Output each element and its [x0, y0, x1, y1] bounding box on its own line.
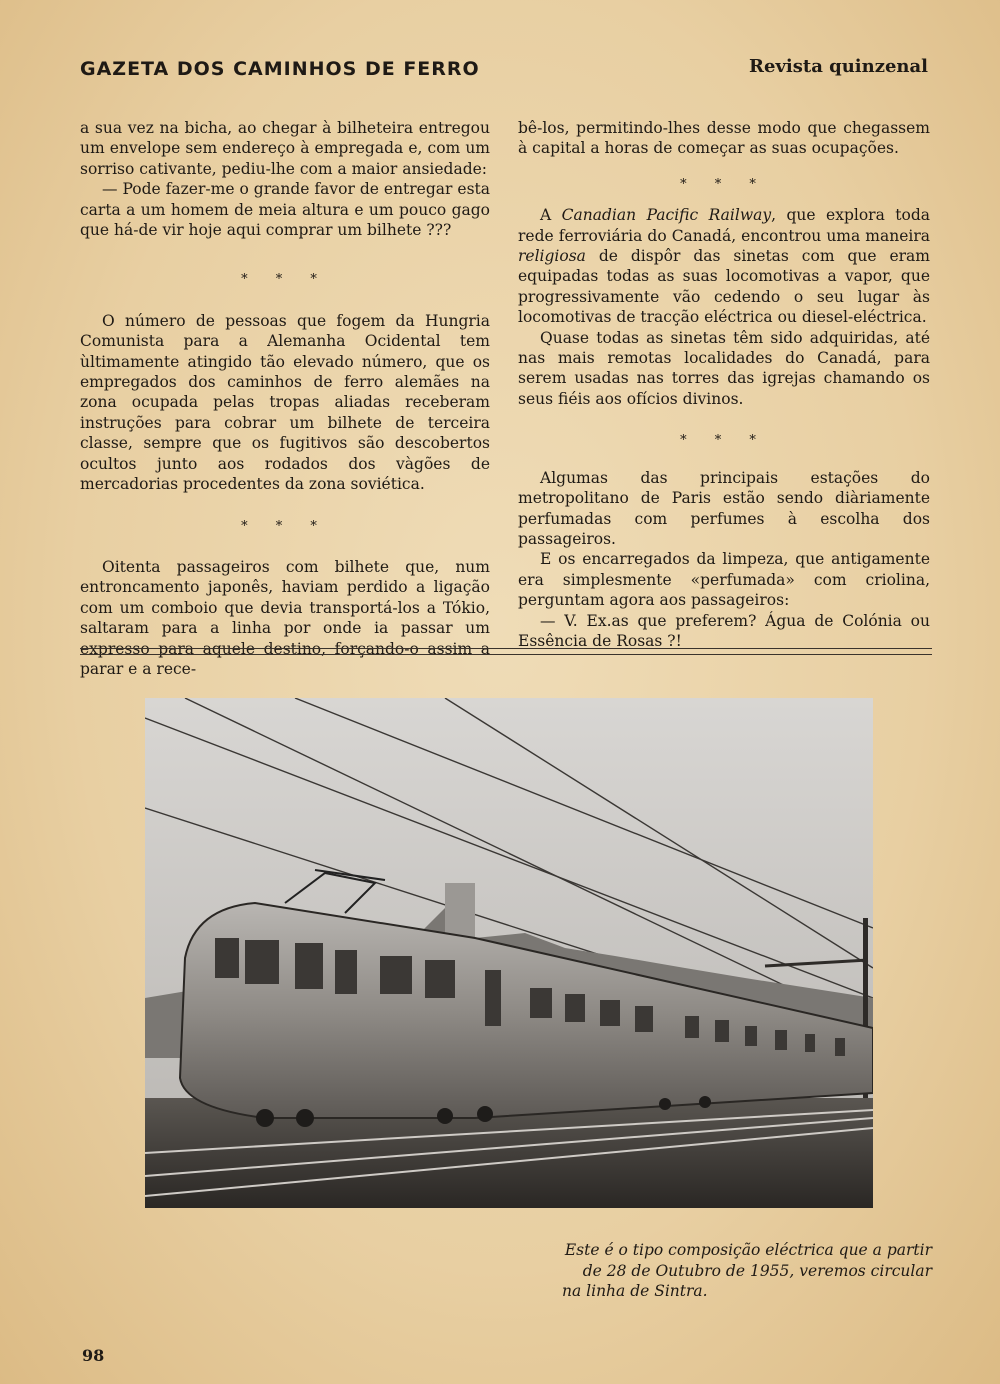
- paragraph: E os encarregados da limpeza, que antigamente era simplesmente «perfumada» com criolina, perguntam agora aos passageiros:: [518, 550, 930, 610]
- photo-caption: [516, 1240, 932, 1302]
- electric-train-photo: [145, 698, 873, 1208]
- paragraph: O número de pessoas que fogem da Hungria Comunista para a Alemanha Ocidental tem ùltimamente atingido tão elevado número, que os empregados dos caminhos de ferro alemães na zona ocupada pelas tropas aliadas receberam instruções para cobrar um bilhete de terceira classe, sempre que os fugitivos são descobertos ocultos junto aos rodados dos vàgões de mercadorias procedentes da zona soviética.: [80, 311, 490, 494]
- paragraph: — V. Ex.as que preferem? Água de Colónia ou Essência de Rosas ?!: [518, 611, 930, 650]
- paragraph: Quase todas as sinetas têm sido adquiridas, até nas mais remotas localidades do Canadá, para serem usadas nas torres das igrejas chamando os seus fiéis aos ofícios divinos.: [518, 328, 930, 408]
- section-separator: * * *: [680, 176, 768, 192]
- section-separator: * * *: [241, 272, 329, 288]
- journal-title: GAZETA DOS CAMINHOS DE FERRO: [80, 58, 480, 80]
- paragraph: Algumas das principais estações do metropolitano de Paris estão sendo diàriamente perfumadas com perfumes à escolha dos passageiros.: [518, 468, 930, 548]
- paragraph: bê-los, permitindo-lhes desse modo que chegassem à capital a horas de começar as suas ocupações.: [518, 119, 930, 158]
- paragraph: Oitenta passageiros com bilhete que, num entroncamento japonês, haviam perdido a ligação com um comboio que devia transportá-los a Tókio, saltaram para a linha por onde ia passar um expresso para aquele destino, forçando-o assim a parar e a rece-: [80, 557, 490, 678]
- caption-line: Este é o tipo composição eléctrica que a partir: [564, 1241, 932, 1259]
- caption-line: na linha de Sintra.: [562, 1282, 708, 1300]
- paragraph: — Pode fazer-me o grande favor de entregar esta carta a um homem de meia altura e um pouco gago que há-de vir hoje aqui comprar um bilhete ???: [80, 180, 490, 240]
- left-column: [80, 118, 490, 679]
- paragraph: [518, 205, 930, 327]
- paragraph: a sua vez na bicha, ao chegar à bilheteira entregou um envelope sem endereço à empregada e, com um sorriso cativante, pediu-lhe com a maior ansiedade:: [80, 119, 490, 178]
- text-run: , que explora toda rede ferroviária do Canadá, encontrou uma maneira: [518, 206, 931, 245]
- section-separator: * * *: [241, 518, 329, 534]
- section-separator: * * *: [680, 433, 768, 449]
- company-name: Canadian Pacific Railway: [561, 206, 772, 225]
- electric-train-photo-icon: [145, 698, 873, 1208]
- emphasis-word: religiosa: [518, 247, 586, 266]
- divider-rule: [80, 648, 932, 649]
- divider-rule: [80, 654, 932, 655]
- caption-line: de 28 de Outubro de 1955, veremos circular: [582, 1261, 932, 1280]
- right-column: [518, 118, 930, 651]
- page-number: 98: [82, 1346, 105, 1365]
- text-run: A: [540, 206, 562, 225]
- journal-subtitle: Revista quinzenal: [749, 56, 928, 77]
- text-run: de dispôr das sinetas com que eram equipadas todas as suas locomotivas a vapor, que progressivamente vão cedendo o seu lugar às locomotivas de tracção eléctrica ou diesel-eléctrica.: [518, 247, 930, 327]
